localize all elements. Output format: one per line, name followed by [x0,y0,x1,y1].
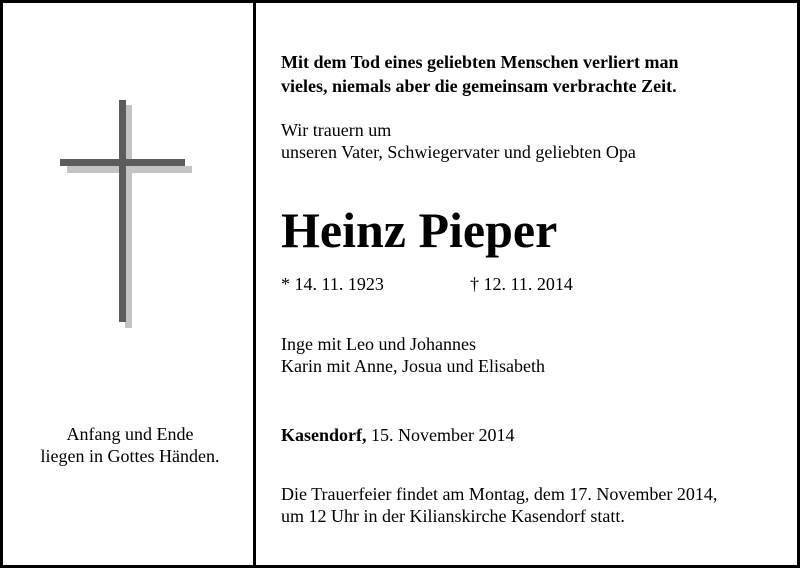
cross-horizontal-beam [60,159,185,166]
cross-vertical-beam [119,100,126,322]
mourning-line: Wir trauern um [281,120,392,140]
place-and-date [281,423,514,447]
motto-line: vieles, niemals aber die gemeinsam verbrachte Zeit. [281,76,677,96]
quote-line: liegen in Gottes Händen. [40,446,220,466]
mourner-line: Karin mit Anne, Josua und Elisabeth [281,356,545,376]
mourning-line: unseren Vater, Schwiegervater und geliebten Opa [281,142,636,162]
cross-icon [55,95,200,335]
birth-date: * 14. 11. 1923 [281,274,384,294]
cross-shadow-vertical [125,105,132,328]
deceased-name: Heinz Pieper [281,202,558,258]
mourning-text [281,119,636,163]
funeral-info [281,483,717,527]
mourners-list [281,333,545,377]
quote-block [30,423,230,467]
motto-line: Mit dem Tod eines geliebten Menschen verliert man [281,52,679,72]
mourner-line: Inge mit Leo und Johannes [281,334,476,354]
motto [281,50,791,98]
cross-shadow-horizontal [67,166,192,173]
quote-line: Anfang und Ende [66,424,194,444]
funeral-line: um 12 Uhr in der Kilianskirche Kasendorf statt. [281,506,625,526]
column-divider [253,0,256,568]
notice-date: 15. November 2014 [371,425,515,445]
death-date: † 12. 11. 2014 [470,274,573,294]
life-dates [281,272,681,296]
place: Kasendorf, [281,425,367,445]
funeral-line: Die Trauerfeier findet am Montag, dem 17. November 2014, [281,484,718,504]
